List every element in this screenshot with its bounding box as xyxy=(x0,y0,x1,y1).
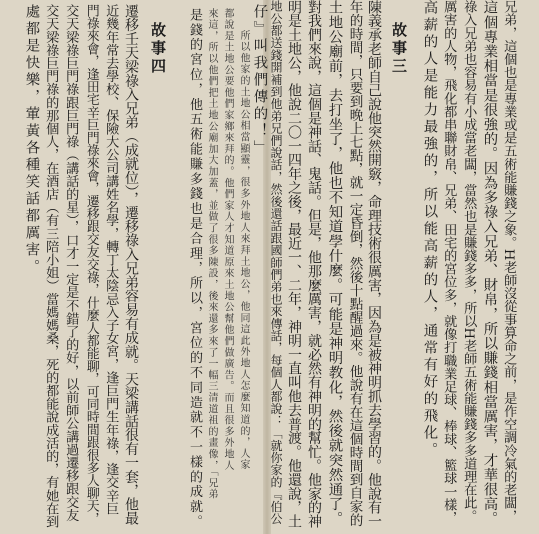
left-page-faint-note: 來這，所以他們把土地公廟加大加蓋，並做了很多陳設，後來還多來了一幅三清道祖的畫像，「兄弟 xyxy=(206,8,217,501)
left-page-line: 門祿來會，逢田宅辛巨門祿來會，遷移跟交友交祿，什麼人都能聊，可同時間跟很多人聊天， xyxy=(83,4,99,525)
right-page-line: 祿入兄弟也容易有小成當老闆，當然也是賺錢多多，所以H老師五術能賺錢多多道理在此。 xyxy=(461,0,477,523)
right-page-line: 仔』叫我們傳的！」 xyxy=(251,4,268,157)
right-page-line: 高薪的人是能力最強的，所以能高薪的人，通常有好的飛化。 xyxy=(421,0,438,459)
right-page-line: 厲害的人物，飛化都串聯財帛、兄弟、田宅的宮位多，就像打職業足球、棒球、籃球一樣， xyxy=(441,0,457,525)
left-page-line: 遷移壬天梁祿入兄弟（成就位），遷移祿入兄弟容易有成就。天梁講話很有一套，他最 xyxy=(123,4,139,526)
left-page-line: 處都是快樂，葷黃各種笑話都厲害。 xyxy=(23,4,40,276)
left-page-faint-note: 都說是土地公要他們家鄉來拜的。他們家人才知道原來土地公幫他們做廣告。而且很多外地人 xyxy=(222,8,233,472)
left-page-line: 近幾年常去學校、保險大公司講姓名學，轉丁太陰忌入子女宮，逢巨門生年祿，逢交辛巨 xyxy=(103,4,119,515)
left-page-line: 是錢的宮位，他五術能賺多錢也是合理，所以，宮位的不同造就不一樣的成就。 xyxy=(187,8,202,530)
story-four-heading: 故事四 xyxy=(149,22,167,76)
right-page-line: 地公都送錢開補到他弟兄們說話，然後還話跟國師們弟也來傳話，每個人都說：「就你家的『伯公 xyxy=(269,0,283,525)
story-three-heading: 故事三 xyxy=(390,22,408,76)
left-page-line: 交天梁祿巨門祿的那個人，在酒店（有三陪小姐）當媽媽桑，死的都能說成活的，有她在到 xyxy=(43,4,59,529)
right-page-faint-note: 所以他家的土地公相當顯靈，很多外地人來拜土地公，他同這此外地人怎麼知道的，人家 xyxy=(238,30,249,471)
right-page-line: 兄弟，這個也是專業或是五術能賺錢之象。H老師沒從事算命之前，是作空調冷氣的老闆， xyxy=(501,0,517,523)
right-page-line: 陳義承老師自己說他突然開竅，命理技術很厲害，因為是被神明抓去學習的。他說有一 xyxy=(366,0,382,529)
right-page-line: 對我們來說，這個是神話、鬼話。但是，他那麼厲害，就必然有神明的幫忙。他家的神 xyxy=(306,0,322,529)
right-page-line: 土地公廟前，去打坐了，他也不知道學什麼。可能是神明教化，然後就突然通了。 xyxy=(326,0,343,526)
right-page-line: 明是土地公，他說二〇一四年之後，最近一、二年，神明一直叫他去普渡。他還說，土 xyxy=(286,0,302,529)
left-page-line: 交天梁祿巨門祿跟巨門祿（講話的星），口才一定是不錯了的好，以前師公講過遷移跟交友 xyxy=(63,4,79,522)
right-page-line: 這個專業相當是很強的。因為多祿入兄弟、財帛，所以賺錢相當厲害，才華很高。 xyxy=(481,0,498,526)
right-page-line: 年的時間，只要到晚上七點，就一定昏倒，然後十點醒過來。他說有在這個時間到自家的 xyxy=(346,0,363,527)
